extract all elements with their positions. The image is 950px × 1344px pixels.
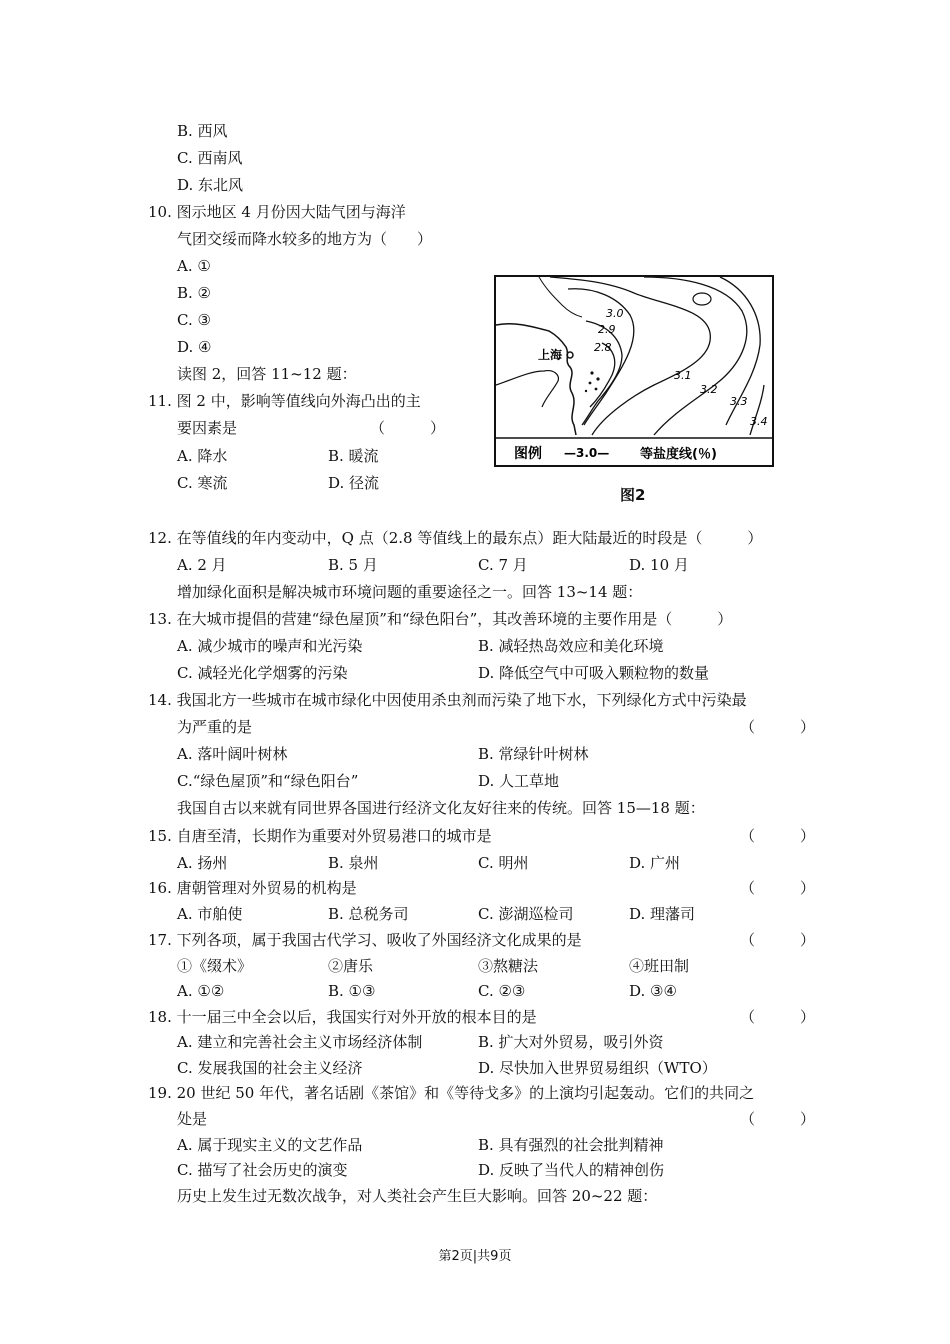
q11-stem-line1: 11. 图 2 中，影响等值线向外海凸出的主	[148, 392, 421, 410]
contour-label-3-2: 3.2	[700, 383, 718, 396]
q14-option-c: C.“绿色屋顶”和“绿色阳台”	[177, 772, 359, 790]
q16-option-b: B. 总税务司	[328, 905, 409, 923]
q11-option-b: B. 暖流	[328, 447, 379, 465]
q14-stem-line2: 为严重的是	[177, 718, 253, 736]
q17-item-2: ②唐乐	[328, 957, 374, 975]
q12-option-c: C. 7 月	[478, 556, 528, 574]
q13-option-b: B. 减轻热岛效应和美化环境	[478, 637, 664, 655]
q15-option-a: A. 扬州	[177, 854, 228, 872]
q9-option-c: C. 西南风	[177, 149, 243, 167]
page-footer: 第2页|共9页	[438, 1249, 512, 1264]
legend-text: 等盐度线(％)	[640, 447, 717, 462]
q15-stem: 15. 自唐至清，长期作为重要对外贸易港口的城市是	[148, 827, 492, 845]
q18-answer-paren: （ ）	[740, 1008, 816, 1026]
legend-sample: —3.0—	[564, 446, 610, 460]
q9-option-b: B. 西风	[177, 122, 228, 140]
q12-option-b: B. 5 月	[328, 556, 378, 574]
q13-option-a: A. 减少城市的噪声和光污染	[177, 637, 363, 655]
legend-title: 图例	[514, 446, 542, 462]
contour-label-2-9: 2.9	[598, 323, 616, 336]
q18-stem: 18. 十一届三中全会以后，我国实行对外开放的根本目的是	[148, 1008, 537, 1026]
q11-option-c: C. 寒流	[177, 474, 228, 492]
q15-option-c: C. 明州	[478, 854, 529, 872]
intro-15-18: 我国自古以来就有同世界各国进行经济文化友好往来的传统。回答 15—18 题：	[177, 799, 705, 817]
q16-option-a: A. 市舶使	[177, 905, 243, 923]
q12-stem: 12. 在等值线的年内变动中，Q 点（2.8 等值线上的最东点）距大陆最近的时段是（ ）	[148, 529, 763, 547]
contour-label-3-1: 3.1	[674, 369, 692, 382]
q17-item-1: ①《缀术》	[177, 957, 253, 975]
q19-option-b: B. 具有强烈的社会批判精神	[478, 1136, 664, 1154]
q10-stem-line1: 10. 图示地区 4 月份因大陆气团与海洋	[148, 203, 406, 221]
q11-stem-line2: 要因素是	[177, 419, 238, 437]
q13-option-d: D. 降低空气中可吸入颗粒物的数量	[478, 664, 710, 682]
q13-stem: 13. 在大城市提倡的营建“绿色屋顶”和“绿色阳台”，其改善环境的主要作用是（ ）	[148, 610, 733, 628]
q17-option-c: C. ②③	[478, 982, 526, 1000]
q17-stem: 17. 下列各项，属于我国古代学习、吸收了外国经济文化成果的是	[148, 931, 582, 949]
q17-option-a: A. ①②	[177, 982, 225, 1000]
q19-answer-paren: （ ）	[740, 1110, 816, 1128]
city-label: 上海	[538, 348, 563, 362]
q14-stem-line1: 14. 我国北方一些城市在城市绿化中因使用杀虫剂而污染了地下水，下列绿化方式中污染最	[148, 691, 747, 709]
q19-stem-line1: 19. 20 世纪 50 年代，著名话剧《茶馆》和《等待戈多》的上演均引起轰动。它们的共同之	[148, 1084, 755, 1102]
q11-answer-paren: （ ）	[370, 419, 446, 437]
q12-option-d: D. 10 月	[629, 556, 689, 574]
q11-option-a: A. 降水	[177, 447, 228, 465]
q16-option-d: D. 理藩司	[629, 905, 696, 923]
q19-option-c: C. 描写了社会历史的演变	[177, 1161, 348, 1179]
q17-answer-paren: （ ）	[740, 931, 816, 949]
contour-label-3-3: 3.3	[730, 395, 748, 408]
q10-option-c: C. ③	[177, 311, 211, 329]
q13-option-c: C. 减轻光化学烟雾的污染	[177, 664, 348, 682]
contour-label-2-8: 2.8	[594, 341, 612, 354]
salinity-contour-map	[494, 275, 774, 467]
q16-answer-paren: （ ）	[740, 879, 816, 897]
q14-option-b: B. 常绿针叶树林	[478, 745, 589, 763]
intro-20-22: 历史上发生过无数次战争，对人类社会产生巨大影响。回答 20~22 题：	[177, 1187, 658, 1205]
q15-option-d: D. 广州	[629, 854, 681, 872]
q17-item-3: ③熬糖法	[478, 957, 539, 975]
contour-label-3-0: 3.0	[606, 307, 624, 320]
q16-option-c: C. 澎湖巡检司	[478, 905, 574, 923]
q10-option-d: D. ④	[177, 338, 212, 356]
q14-option-a: A. 落叶阔叶树林	[177, 745, 288, 763]
q18-option-d: D. 尽快加入世界贸易组织（WTO）	[478, 1059, 717, 1077]
q17-item-4: ④班田制	[629, 957, 690, 975]
q14-option-d: D. 人工草地	[478, 772, 560, 790]
q10-stem-line2: 气团交绥而降水较多的地方为（ ）	[177, 230, 433, 248]
contour-label-3-4: 3.4	[750, 415, 768, 428]
q11-option-d: D. 径流	[328, 474, 380, 492]
q9-option-d: D. 东北风	[177, 176, 244, 194]
q16-stem: 16. 唐朝管理对外贸易的机构是	[148, 879, 357, 897]
q10-option-b: B. ②	[177, 284, 212, 302]
q15-option-b: B. 泉州	[328, 854, 379, 872]
figure-caption: 图2	[620, 486, 646, 504]
q15-answer-paren: （ ）	[740, 827, 816, 845]
q12-option-a: A. 2 月	[177, 556, 227, 574]
q17-option-d: D. ③④	[629, 982, 677, 1000]
q17-option-b: B. ①③	[328, 982, 376, 1000]
q18-option-b: B. 扩大对外贸易，吸引外资	[478, 1033, 664, 1051]
read-fig2-instruction: 读图 2，回答 11~12 题：	[177, 365, 357, 383]
q19-stem-line2: 处是	[177, 1110, 208, 1128]
q10-option-a: A. ①	[177, 257, 211, 275]
q19-option-d: D. 反映了当代人的精神创伤	[478, 1161, 665, 1179]
q19-option-a: A. 属于现实主义的文艺作品	[177, 1136, 363, 1154]
intro-13-14: 增加绿化面积是解决城市环境问题的重要途径之一。回答 13~14 题：	[177, 583, 643, 601]
q14-answer-paren: （ ）	[740, 718, 816, 736]
q18-option-c: C. 发展我国的社会主义经济	[177, 1059, 363, 1077]
q18-option-a: A. 建立和完善社会主义市场经济体制	[177, 1033, 423, 1051]
